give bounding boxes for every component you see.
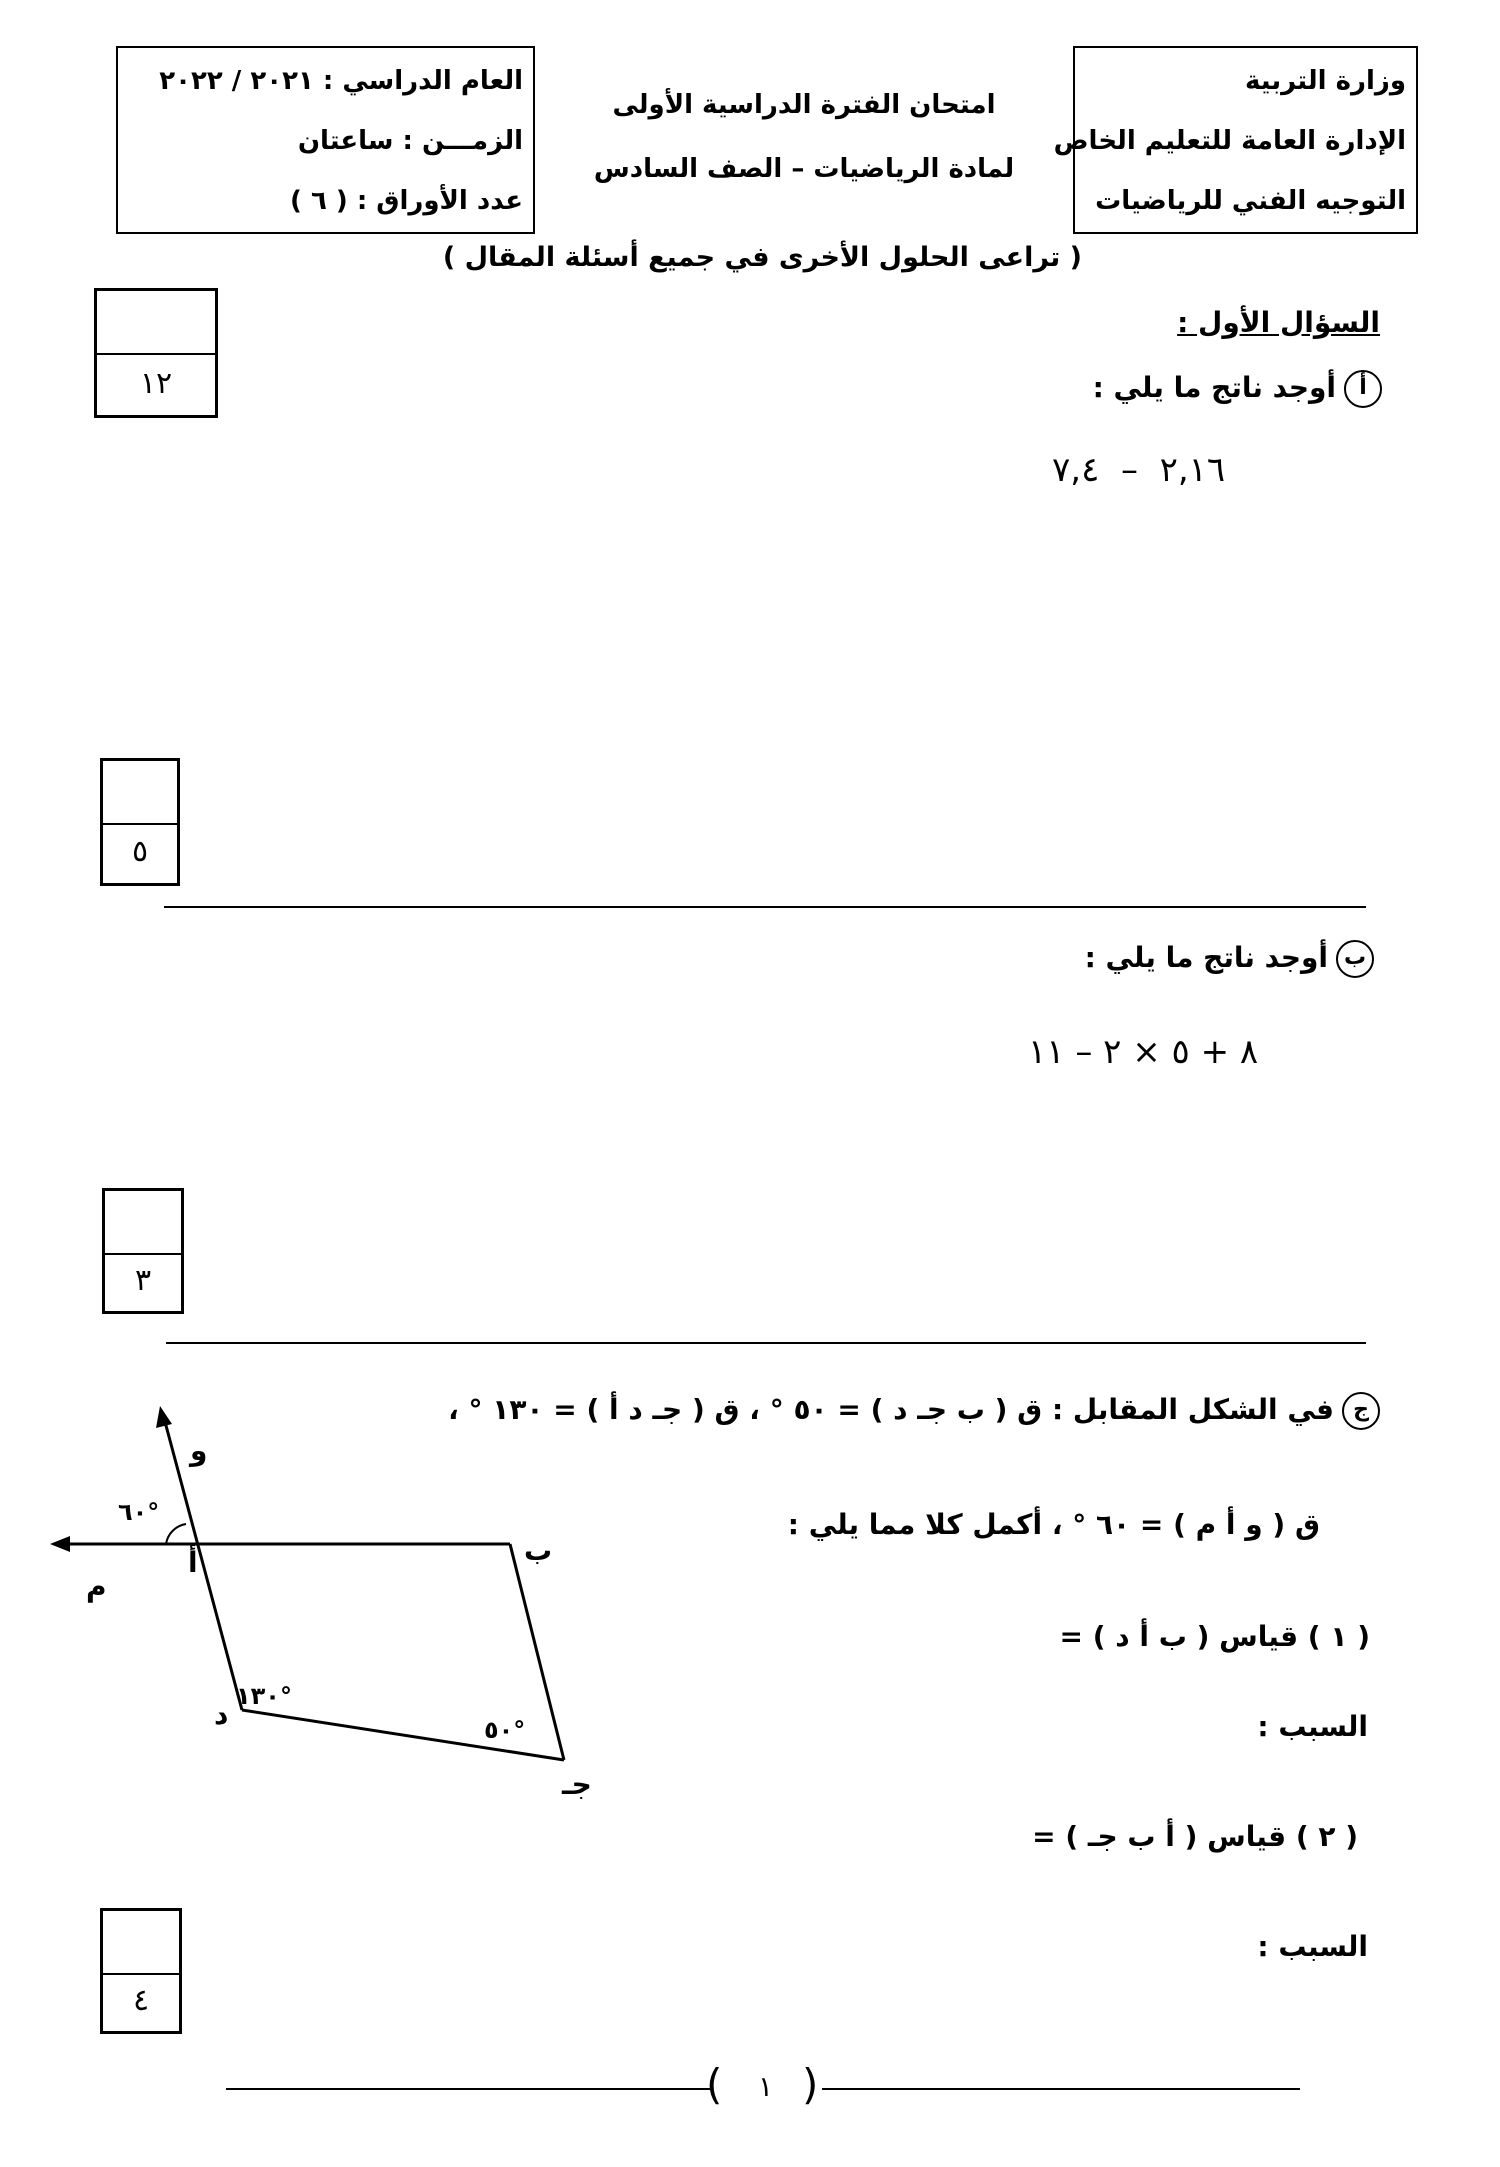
part-c-item2: ( ٢ ) قياس ( أ ب جـ ) = <box>1032 1820 1358 1853</box>
part-a-score: ٥ <box>131 834 149 869</box>
header-info-cell <box>116 46 535 234</box>
angle-60-label: ٦٠° <box>118 1498 160 1526</box>
part-a-prompt-text: أوجد ناتج ما يلي : <box>1092 371 1336 404</box>
part-b-expression: ٨ + ٥ × ٢ – ١١ <box>1028 1032 1259 1072</box>
part-b-prompt-text: أوجد ناتج ما يلي : <box>1084 941 1328 974</box>
label-b: ب <box>524 1534 553 1567</box>
footer-bracket-close: ) <box>802 2060 819 2109</box>
academic-year: العام الدراسي : ٢٠٢١ / ٢٠٢٢ <box>159 66 523 96</box>
part-c-item1: ( ١ ) قياس ( ب أ د ) = <box>1059 1620 1370 1653</box>
angle-arc-60 <box>166 1524 186 1544</box>
exam-title: امتحان الفترة الدراسية الأولى <box>612 90 996 120</box>
header-title-cell <box>533 46 1075 234</box>
guidance-name: التوجيه الفني للرياضيات <box>1095 186 1406 216</box>
solutions-note: ( تراعى الحلول الأخرى في جميع أسئلة المقال ) <box>442 242 1082 273</box>
part-b-prompt <box>1085 940 1374 978</box>
page-count: عدد الأوراق : ( ٦ ) <box>290 186 523 216</box>
exam-subject: لمادة الرياضيات – الصف السادس <box>593 154 1015 184</box>
part-c-line2: ق ( و أ م ) = ٦٠ ° ، أكمل كلا مما يلي : <box>787 1508 1320 1541</box>
label-j: جـ <box>562 1768 592 1801</box>
part-a-score-box <box>100 758 180 886</box>
geometry-figure <box>40 1400 620 1820</box>
part-c-reason1: السبب : <box>1257 1710 1368 1743</box>
divider <box>166 1342 1366 1344</box>
part-b-letter: ب <box>1336 940 1374 978</box>
exam-duration: الزمـــن : ساعتان <box>297 126 523 156</box>
label-m: م <box>86 1570 107 1603</box>
part-c-letter: ج <box>1342 1392 1380 1430</box>
label-d: د <box>214 1698 229 1731</box>
part-c-reason2: السبب : <box>1257 1930 1368 1963</box>
part-b-score-box <box>102 1188 184 1314</box>
ministry-name: وزارة التربية <box>1244 66 1406 96</box>
footer-rule-right <box>822 2088 1300 2090</box>
header-ministry-cell <box>1053 46 1418 234</box>
part-a-letter: أ <box>1344 370 1382 408</box>
footer-rule-left <box>226 2088 710 2090</box>
part-c-line1-text: في الشكل المقابل : ق ( ب جـ د ) = ٥٠ ° ، ق ( جـ د أ ) = ١٣٠ ° ، <box>448 1393 1334 1426</box>
angle-130-label: ١٣٠° <box>236 1682 292 1710</box>
divider <box>164 906 1366 908</box>
label-w: و <box>190 1434 208 1467</box>
part-c-score-box <box>100 1908 182 2034</box>
arrow-w <box>156 1406 172 1428</box>
question-title: السؤال الأول : <box>1177 306 1380 339</box>
total-score-box <box>94 288 218 418</box>
department-name: الإدارة العامة للتعليم الخاص <box>1053 126 1406 156</box>
arrow-m <box>50 1536 70 1552</box>
label-a: أ <box>188 1546 198 1579</box>
part-a-prompt <box>1093 370 1382 408</box>
total-score: ١٢ <box>139 366 173 401</box>
part-a-expression: ٢,١٦ – ٧,٤ <box>1052 450 1226 490</box>
page-number: ١ <box>758 2070 774 2103</box>
angle-50-label: ٥٠° <box>484 1716 526 1744</box>
part-c-score: ٤ <box>132 1983 150 2018</box>
exam-header <box>116 46 1418 234</box>
footer-bracket-open: ( <box>706 2060 723 2109</box>
part-b-score: ٣ <box>134 1263 152 1298</box>
